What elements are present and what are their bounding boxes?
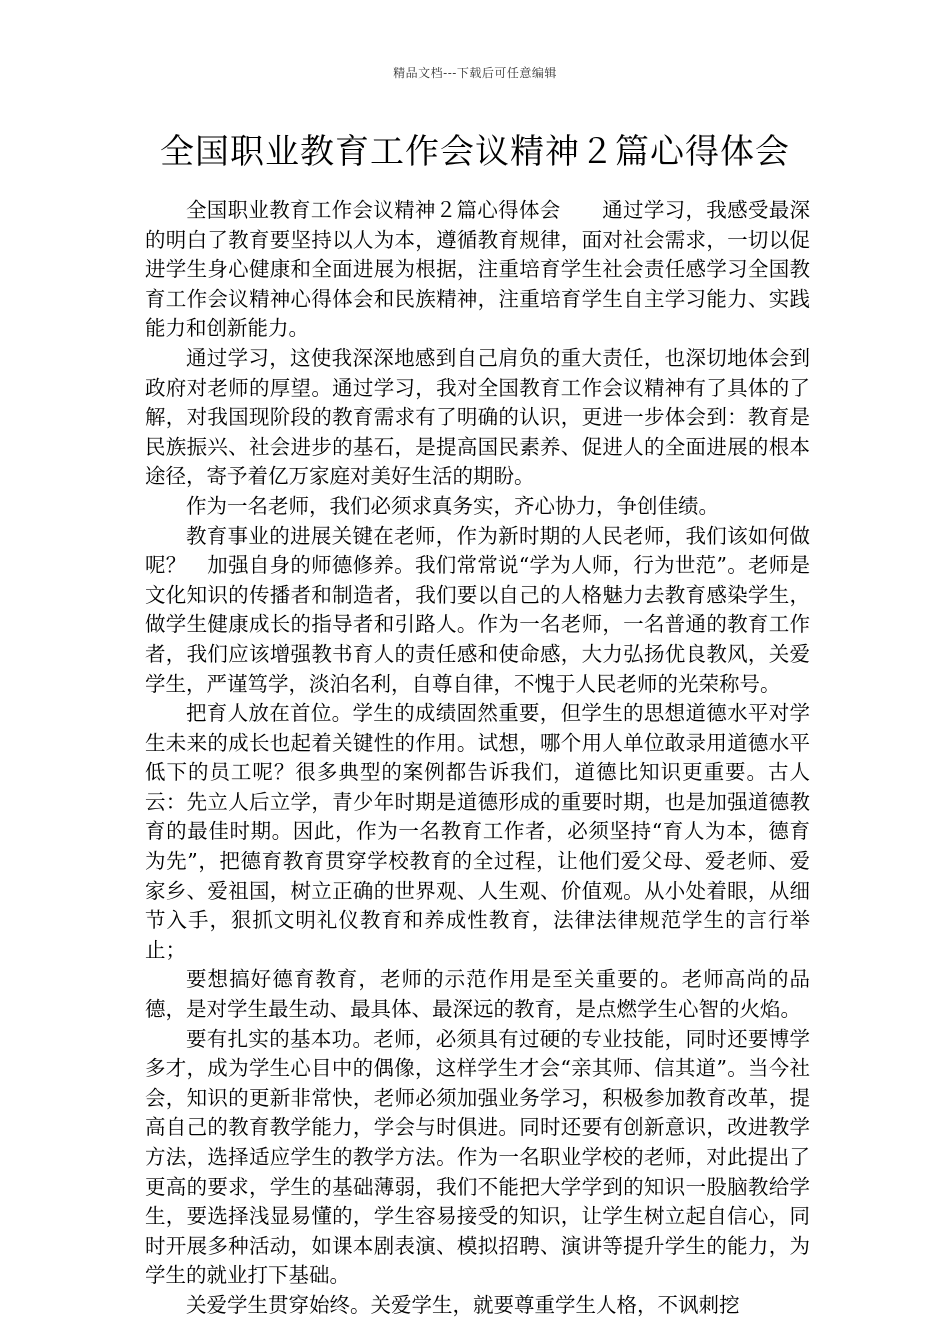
page-header: 精品文档---下载后可任意编辑	[393, 66, 557, 80]
paragraph-5: 把育人放在首位。学生的成绩固然重要，但学生的思想道德水平对学生未来的成长也起着关键性的作用。试想，哪个用人单位敢录用道德水平低下的员工呢？很多典型的案例都告诉我们，道德比知识更重要。古人云：先立人后立学，青少年时期是道德形成的重要时期，也是加强道德教育的最佳时期。因此，作为一名教育工作者，必须坚持“育人为本，德育为先”，把德育教育贯穿学校教育的全过程，让他们爱父母、爱老师、爱家乡、爱祖国，树立正确的世界观、人生观、价值观。从小处着眼，从细节入手，狠抓文明礼仪教育和养成性教育，法律法律规范学生的言行举止；	[145, 701, 810, 962]
document-body	[145, 196, 810, 1321]
paragraph-4: 教育事业的进展关键在老师，作为新时期的人民老师，我们该如何做呢？ 加强自身的师德修养。我们常常说“学为人师，行为世范”。老师是文化知识的传播者和制造者，我们要以自己的人格魅力去教育感染学生，做学生健康成长的指导者和引路人。作为一名老师，一名普通的教育工作者，我们应该增强教书育人的责任感和使命感，大力弘扬优良教风，关爱学生，严谨笃学，淡泊名利，自尊自律，不愧于人民老师的光荣称号。	[145, 523, 810, 696]
paragraph-3: 作为一名老师，我们必须求真务实，齐心协力，争创佳绩。	[186, 493, 719, 518]
paragraph-7: 要有扎实的基本功。老师，必须具有过硬的专业技能，同时还要博学多才，成为学生心目中的偶像，这样学生才会“亲其师、信其道”。当今社会，知识的更新非常快，老师必须加强业务学习，积极参加教育改革，提高自己的教育教学能力，学会与时俱进。同时还要有创新意识，改进教学方法，选择适应学生的教学方法。作为一名职业学校的老师，对此提出了更高的要求，学生的基础薄弱，我们不能把大学学到的知识一股脑教给学生，要选择浅显易懂的，学生容易接受的知识，让学生树立起自信心，同时开展多种活动，如课本剧表演、模拟招聘、演讲等提升学生的能力，为学生的就业打下基础。	[145, 1026, 810, 1288]
paragraph-2: 通过学习，这使我深深地感到自己肩负的重大责任，也深切地体会到政府对老师的厚望。通过学习，我对全国教育工作会议精神有了具体的了解，对我国现阶段的教育需求有了明确的认识，更进一步体会到：教育是民族振兴、社会进步的基石，是提高国民素养、促进人的全面进展的根本途径，寄予着亿万家庭对美好生活的期盼。	[145, 345, 810, 489]
paragraph-6: 要想搞好德育教育，老师的示范作用是至关重要的。老师高尚的品德，是对学生最生动、最具体、最深远的教育，是点燃学生心智的火焰。	[145, 967, 810, 1022]
paragraph-1: 全国职业教育工作会议精神２篇心得体会 通过学习，我感受最深的明白了教育要坚持以人为本，遵循教育规律，面对社会需求，一切以促进学生身心健康和全面进展为根据，注重培育学生社会责任感学习全国教育工作会议精神心得体会和民族精神，注重培育学生自主学习能力、实践能力和创新能力。	[145, 198, 810, 341]
document-title: 全国职业教育工作会议精神２篇心得体会	[160, 132, 790, 172]
paragraph-8: 关爱学生贯穿始终。关爱学生，就要尊重学生人格，不讽刺挖	[186, 1292, 740, 1317]
